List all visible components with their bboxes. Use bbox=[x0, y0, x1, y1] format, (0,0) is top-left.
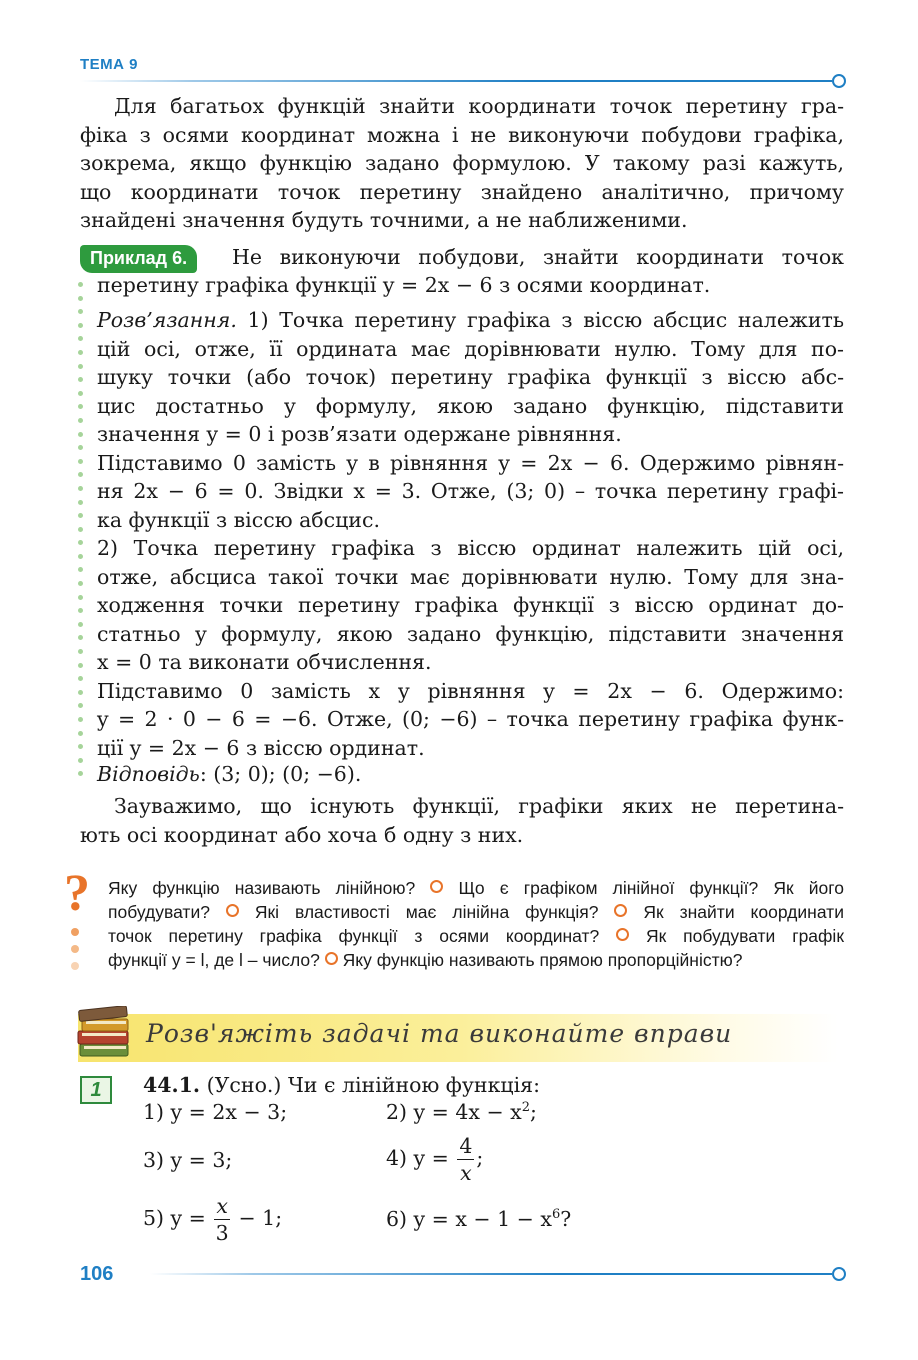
question-mark-icon: ? bbox=[64, 865, 90, 922]
statement-line: перетину графіка функції y = 2x − 6 з осями координат. bbox=[97, 273, 711, 297]
exercise-item-5: 5) y = $\frac{x}{3}$ − 1; bbox=[143, 1194, 283, 1245]
solution-line: ня 2x − 6 = 0. Звідки x = 3. Отже, (3; 0) – точка перетину графі- bbox=[97, 479, 844, 503]
exercise-prompt: Чи є лінійною функція: bbox=[281, 1073, 540, 1097]
question: функції y = l, де l – число? bbox=[108, 950, 320, 970]
solution-line: Підставимо 0 замість y в рівняння y = 2x − 6. Одержимо рівнян- bbox=[97, 450, 844, 475]
topic-label: ТЕМА 9 bbox=[80, 56, 139, 73]
solution-line: цис достатньо у формулу, якою задано функцію, підставити bbox=[97, 393, 844, 418]
circle-bullet-icon bbox=[430, 880, 443, 893]
solution-line: отже, абсциса такої точки має дорівнювати нулю. Тому для зна- bbox=[97, 564, 844, 589]
circle-bullet-icon bbox=[325, 952, 338, 965]
exercise-item-4: 4) y = $\frac{4}{x}$ ; bbox=[386, 1134, 484, 1185]
circle-bullet-icon bbox=[226, 904, 239, 917]
review-questions bbox=[108, 876, 844, 972]
question: побудувати? bbox=[108, 902, 210, 922]
example-answer bbox=[97, 760, 844, 789]
header-rule bbox=[80, 80, 832, 82]
question: точок перетину графіка функції з осями координат? bbox=[108, 926, 600, 946]
note-line: ють осі координат або хоча б одну з них. bbox=[80, 822, 524, 847]
question-dot-icon bbox=[71, 928, 79, 936]
solution-line: значення y = 0 і розв’язати одержане рівняння. bbox=[97, 422, 622, 446]
solution-line: ходження точки перетину графіка функції з віссю ординат до- bbox=[97, 593, 844, 617]
solution-line: цій осі, отже, її ордината має дорівнювати нулю. Тому для по- bbox=[97, 336, 844, 361]
question-line bbox=[108, 948, 844, 972]
footer-rule-ring bbox=[832, 1267, 846, 1281]
solution-line: 2) Точка перетину графіка з віссю ординат належить цій осі, bbox=[97, 536, 844, 560]
solution-line: статньо у формулу, якою задано функцію, підставити значення bbox=[97, 621, 844, 646]
note-line: Зауважимо, що існують функції, графіки яких не перетина- bbox=[114, 794, 844, 818]
answer-value: : (3; 0); (0; −6). bbox=[199, 762, 362, 786]
exercise-oral-label: (Усно.) bbox=[206, 1073, 282, 1097]
page-number: 106 bbox=[80, 1263, 114, 1285]
solution-line bbox=[97, 306, 844, 335]
question-line bbox=[108, 900, 844, 924]
question: Які властивості має лінійна функція? bbox=[254, 902, 599, 922]
note-paragraph bbox=[80, 792, 844, 849]
question: Як побудувати графік bbox=[645, 926, 844, 946]
circle-bullet-icon bbox=[616, 928, 629, 941]
fraction: $\frac{4}{x}$ bbox=[459, 1134, 473, 1185]
books-icon bbox=[76, 1006, 134, 1060]
example-solution bbox=[97, 306, 844, 762]
question: Яку функцію називають лінійною? bbox=[108, 878, 416, 898]
exercise-number: 44.1. bbox=[143, 1073, 201, 1097]
example-badge: Приклад 6. bbox=[80, 245, 197, 273]
intro-line: що координати точок перетину знайдено аналітично, причому bbox=[80, 179, 844, 204]
header-rule-ring bbox=[832, 74, 846, 88]
intro-line: зокрема, якщо функцію задано формулою. У такому разі кажуть, bbox=[80, 151, 844, 175]
question-line bbox=[108, 924, 844, 948]
intro-line: Для багатьох функцій знайти координати точок перетину гра- bbox=[114, 94, 844, 118]
example-statement-cont bbox=[97, 271, 844, 300]
difficulty-level-badge: 1 bbox=[80, 1076, 112, 1104]
fraction: $\frac{x}{3}$ bbox=[215, 1194, 229, 1245]
example-statement bbox=[232, 243, 844, 272]
solution-line: ка функції з віссю абсцис. bbox=[97, 507, 380, 532]
solution-line: ції y = 2x − 6 з віссю ординат. bbox=[97, 735, 425, 760]
intro-paragraph bbox=[80, 92, 844, 235]
answer-label: Відповідь bbox=[97, 762, 200, 786]
exercises-banner-title: Розв'яжіть задачі та виконайте вправи bbox=[146, 1019, 733, 1048]
solution-line: Підставимо 0 замість x у рівняння y = 2x − 6. Одержимо: bbox=[97, 678, 844, 703]
solution-line-text: 1) Точка перетину графіка з віссю абсцис належить bbox=[236, 308, 844, 332]
exercise-item-2: 2) $y = 4x - x^2$; bbox=[386, 1100, 537, 1124]
exercise-item-6: 6) $y = x - 1 - x^6$? bbox=[386, 1207, 572, 1231]
question-line bbox=[108, 876, 844, 900]
question: Що є графіком лінійної функції? Як його bbox=[458, 878, 844, 898]
exercise-header bbox=[143, 1073, 540, 1097]
intro-line: фіка з осями координат можна і не виконуючи побудови графіка, bbox=[80, 122, 844, 147]
question-dot-icon bbox=[71, 945, 79, 953]
circle-bullet-icon bbox=[614, 904, 627, 917]
solution-line: x = 0 та виконати обчислення. bbox=[97, 650, 432, 674]
exercise-item-1: 1) y = 2x − 3; bbox=[143, 1100, 288, 1124]
solution-label: Розв’язання. bbox=[97, 308, 237, 332]
exercise-item-3: 3) y = 3; bbox=[143, 1148, 233, 1172]
intro-line: знайдені значення будуть точними, а не наближеними. bbox=[80, 208, 688, 232]
example-dotted-margin bbox=[78, 282, 84, 785]
question: Яку функцію називають прямою пропорційністю? bbox=[342, 950, 743, 970]
question: Як знайти координати bbox=[643, 902, 844, 922]
question-dot-icon bbox=[71, 962, 79, 970]
solution-line: шуку точки (або точок) перетину графіка функції з віссю абс- bbox=[97, 365, 844, 389]
footer-rule bbox=[150, 1273, 832, 1275]
statement-line: Не виконуючи побудови, знайти координати точок bbox=[232, 245, 844, 269]
solution-line: y = 2 · 0 − 6 = −6. Отже, (0; −6) – точка перетину графіка функ- bbox=[97, 707, 844, 731]
